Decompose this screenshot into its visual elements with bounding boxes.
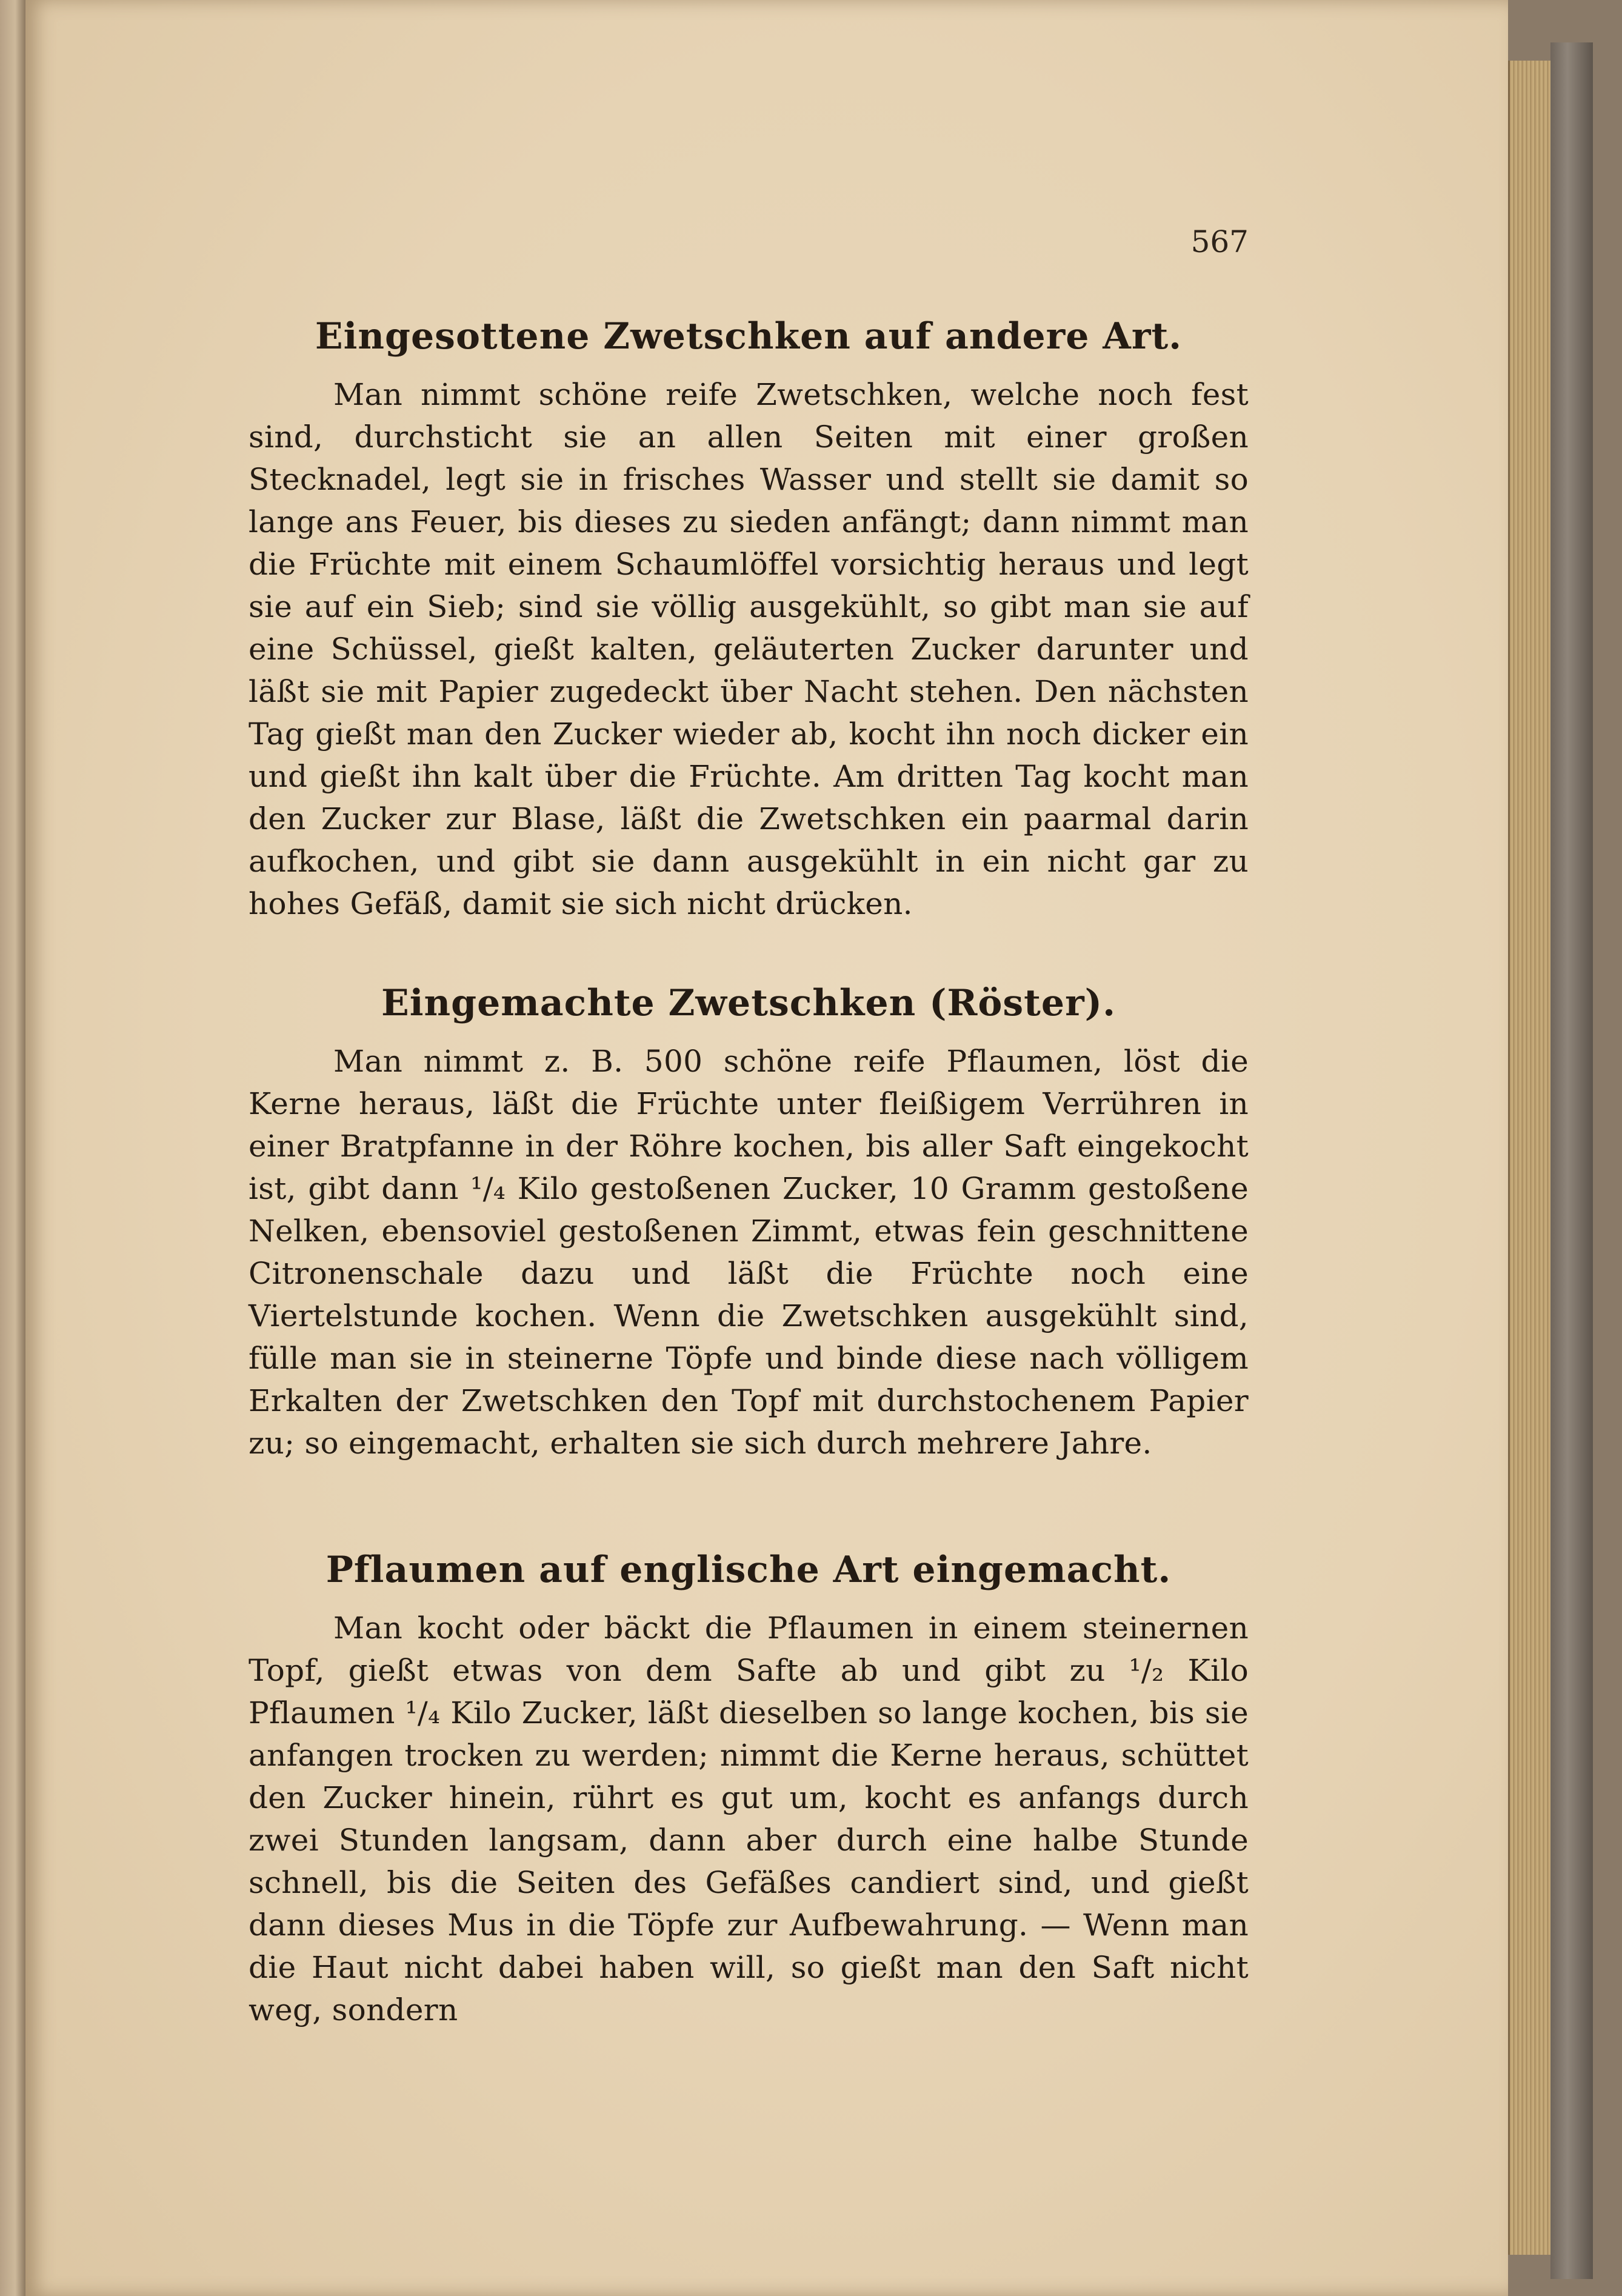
recipe-text: Man kocht oder bäckt die Pflaumen in einem steinernen Topf, gießt etwas von dem Safte ab und gibt zu ¹/₂ Kilo Pflaumen ¹/₄ Kilo Zucker, läßt dieselben so lange kochen, bis sie anfangen trocken zu werden; nimmt die Kerne heraus, schüttet den Zucker hinein, rührt es gut um, kocht es anfangs durch zwei Stunden langsam, dann aber durch eine halbe Stunde schnell, bis die Seiten des Gefäßes candiert sind, und gießt dann dieses Mus in die Töpfe zur Aufbewahrung. — Wenn man die Haut nicht dabei haben will, so gießt man den Saft nicht weg, sondern (249, 1610, 1249, 2027)
recipe-heading: Eingemachte Zwetschken (Röster). (381, 982, 1116, 1024)
page-edges (1508, 61, 1552, 2255)
previous-page-edge (0, 0, 25, 2296)
page-number: 567 (1190, 224, 1249, 259)
recipe-text: Man nimmt z. B. 500 schöne reife Pflaumen, löst die Kerne heraus, läßt die Früchte unter fleißigem Verrühren in einer Bratpfanne in der Röhre kochen, bis aller Saft eingekocht ist, gibt dann ¹/₄ Kilo gestoßenen Zucker, 10 Gramm gestoßene Nelken, ebensoviel gestoßenen Zimmt, etwas fein geschnittene Citronenschale dazu und läßt die Früchte noch eine Viertelstunde kochen. Wenn die Zwetschken ausgekühlt sind, fülle man sie in steinerne Töpfe und binde diese nach völligem Erkalten der Zwetschken den Topf mit durchstochenem Papier zu; so eingemacht, erhalten sie sich durch mehrere Jahre. (249, 1044, 1249, 1461)
recipe-section (249, 1549, 1249, 2031)
book-cover-edge (1550, 42, 1593, 2279)
recipe-heading: Eingesottene Zwetschken auf andere Art. (315, 315, 1183, 358)
recipe-text: Man nimmt schöne reife Zwetschken, welche noch fest sind, durchsticht sie an allen Seiten mit einer großen Stecknadel, legt sie in frisches Wasser und stellt sie damit so lange ans Feuer, bis dieses zu sieden anfängt; dann nimmt man die Früchte mit einem Schaumlöffel vorsichtig heraus und legt sie auf ein Sieb; sind sie völlig ausgekühlt, so gibt man sie auf eine Schüssel, gießt kalten, geläuterten Zucker darunter und läßt sie mit Papier zugedeckt über Nacht stehen. Den nächsten Tag gießt man den Zucker wieder ab, kocht ihn noch dicker ein und gießt ihn kalt über die Früchte. Am dritten Tag kocht man den Zucker zur Blase, läßt die Zwetschken ein paarmal darin aufkochen, und gibt sie dann ausgekühlt in ein nicht gar zu hohes Gefäß, damit sie sich nicht drücken. (249, 377, 1249, 921)
recipe-heading: Pflaumen auf englische Art eingemacht. (325, 1549, 1172, 1591)
recipe-section (249, 982, 1249, 1464)
recipe-section (249, 315, 1249, 925)
